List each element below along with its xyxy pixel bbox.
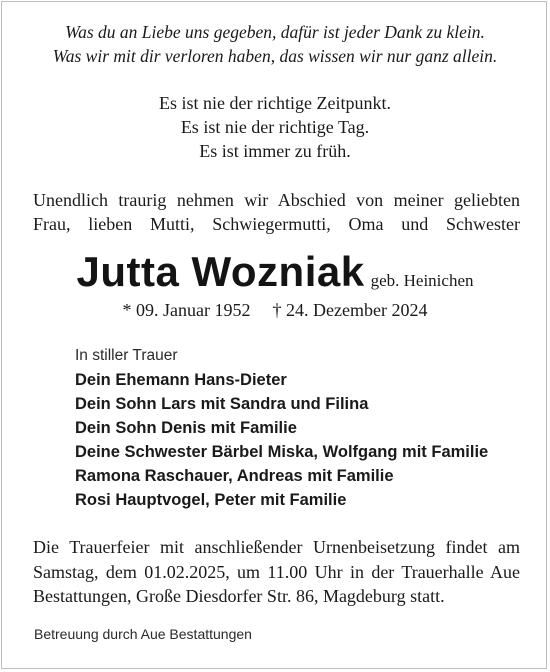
maiden-name: geb. Heinichen — [370, 271, 474, 290]
poem-line-2: Was wir mit dir verloren haben, das wissen wir nur ganz allein. — [52, 46, 498, 66]
quote-line-3: Es ist immer zu früh. — [199, 141, 351, 161]
mourners-list — [75, 344, 535, 512]
funeral-line-1: Die Trauerfeier mit anschließender Urnenbeisetzung findet am — [33, 537, 520, 557]
mourner-name: Ramona Raschauer, Andreas mit Familie — [75, 467, 394, 485]
deceased-heading — [0, 248, 550, 296]
birth-date: * 09. Januar 1952 — [122, 300, 251, 320]
care-note: Betreuung durch Aue Bestattungen — [34, 626, 252, 642]
life-dates — [0, 298, 550, 322]
mourner-name: Dein Sohn Denis mit Familie — [75, 419, 297, 437]
mourner-name: Rosi Hauptvogel, Peter mit Familie — [75, 491, 347, 509]
mourner-name: Dein Ehemann Hans-Dieter — [75, 371, 287, 389]
funeral-line-3: Bestattungen, Große Diesdorfer Str. 86, Magdeburg statt. — [33, 586, 445, 606]
intro-line-2: Frau, lieben Mutti, Schwiegermutti, Oma und Schwester — [33, 214, 520, 234]
funeral-line-2: Samstag, dem 01.02.2025, um 11.00 Uhr in der Trauerhalle Aue — [33, 562, 520, 582]
mourner-name: Deine Schwester Bärbel Miska, Wolfgang mit Familie — [75, 443, 489, 461]
poem-line-1: Was du an Liebe uns gegeben, dafür ist jeder Dank zu klein. — [65, 22, 485, 42]
mourners-lead: In stiller Trauer — [75, 347, 178, 364]
quote-line-2: Es ist nie der richtige Tag. — [180, 117, 370, 137]
death-date: † 24. Dezember 2024 — [272, 300, 428, 320]
intro-line-1: Unendlich traurig nehmen wir Abschied von meiner geliebten — [33, 190, 520, 210]
quote-line-1: Es ist nie der richtige Zeitpunkt. — [159, 93, 391, 113]
deceased-name: Jutta Wozniak — [76, 248, 365, 295]
mourner-name: Dein Sohn Lars mit Sandra und Filina — [75, 395, 369, 413]
